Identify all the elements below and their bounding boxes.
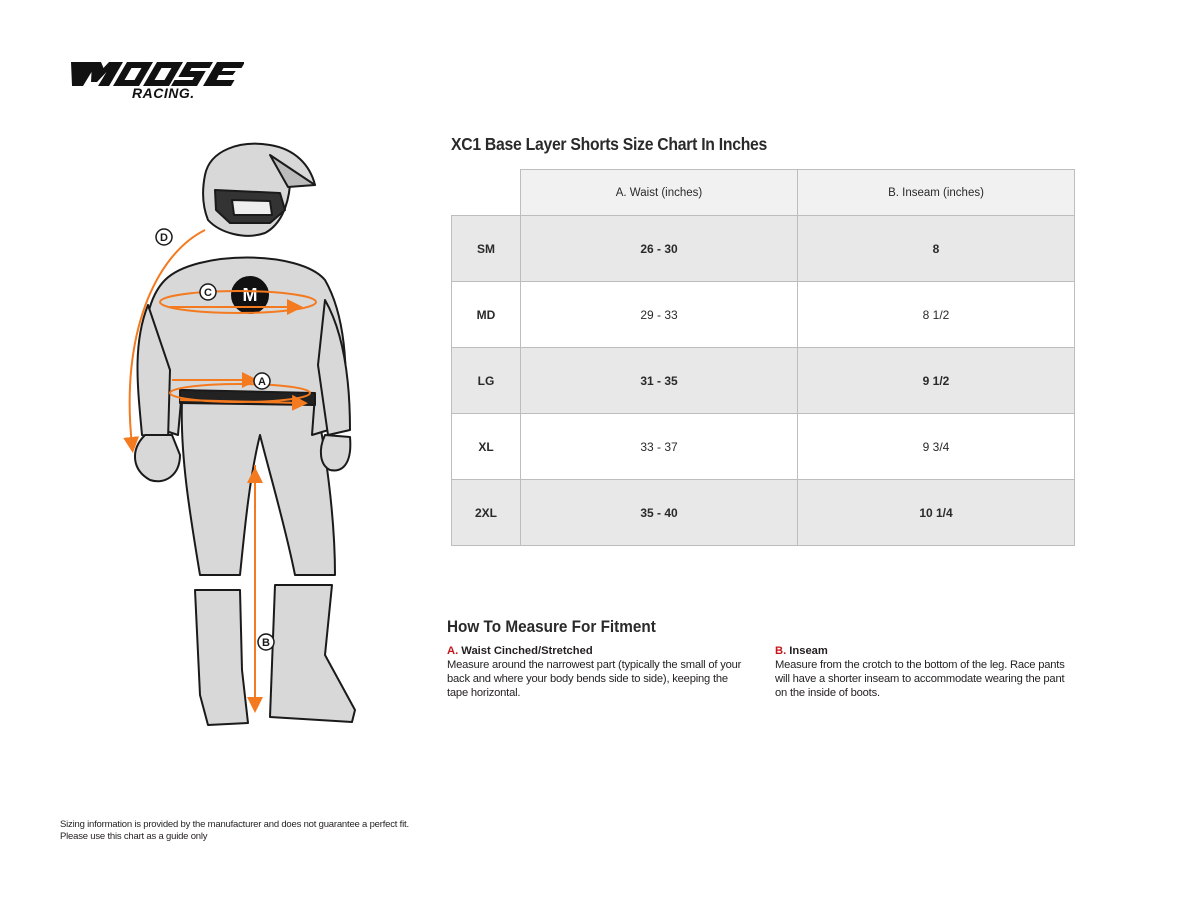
- size-label: LG: [452, 348, 521, 414]
- measure-heading: [775, 644, 1075, 658]
- inseam-value: 8: [798, 216, 1075, 282]
- table-row: [452, 282, 1075, 348]
- measure-section-title: How To Measure For Fitment: [447, 617, 656, 636]
- inseam-value: 8 1/2: [798, 282, 1075, 348]
- inseam-value: 9 3/4: [798, 414, 1075, 480]
- column-header-waist: A. Waist (inches): [521, 170, 798, 216]
- svg-text:RACING.: RACING.: [132, 85, 195, 101]
- table-row: [452, 348, 1075, 414]
- table-row: [452, 480, 1075, 546]
- rider-illustration-icon: [120, 135, 370, 735]
- waist-value: 31 - 35: [521, 348, 798, 414]
- marker-d: D: [160, 232, 168, 244]
- inseam-value: 10 1/4: [798, 480, 1075, 546]
- marker-c: C: [204, 287, 212, 299]
- measure-description: Measure from the crotch to the bottom of the leg. Race pants will have a shorter inseam to accommodate wearing the pant on the inside of boots.: [775, 659, 1065, 699]
- table-row: [452, 216, 1075, 282]
- measure-description: Measure around the narrowest part (typically the small of your back and where your body bends side to side), keeping the tape horizontal.: [447, 659, 742, 699]
- moose-racing-logo-icon: [58, 58, 244, 102]
- waist-value: 26 - 30: [521, 216, 798, 282]
- inseam-value: 9 1/2: [798, 348, 1075, 414]
- measure-letter: A.: [447, 645, 459, 657]
- measure-item-inseam: [775, 644, 1075, 700]
- disclaimer: [60, 819, 409, 843]
- measure-heading: [447, 644, 747, 658]
- svg-text:M: M: [242, 285, 258, 305]
- rider-figure: [120, 135, 370, 735]
- disclaimer-line-1: Sizing information is provided by the manufacturer and does not guarantee a perfect fit.: [60, 819, 409, 830]
- marker-b: B: [262, 637, 270, 649]
- measure-heading-text: Inseam: [789, 645, 828, 657]
- measure-heading-text: Waist Cinched/Stretched: [461, 645, 593, 657]
- size-label: XL: [452, 414, 521, 480]
- waist-value: 35 - 40: [521, 480, 798, 546]
- table-row: [452, 414, 1075, 480]
- waist-value: 33 - 37: [521, 414, 798, 480]
- column-header-inseam: B. Inseam (inches): [798, 170, 1075, 216]
- measure-item-waist: [447, 644, 747, 700]
- size-chart-table: [451, 169, 1075, 546]
- size-label: 2XL: [452, 480, 521, 546]
- marker-a: A: [258, 376, 266, 388]
- table-corner-cell: [452, 170, 521, 216]
- size-label: SM: [452, 216, 521, 282]
- moose-racing-logo: [58, 58, 244, 102]
- size-chart-title: XC1 Base Layer Shorts Size Chart In Inches: [451, 134, 768, 154]
- waist-value: 29 - 33: [521, 282, 798, 348]
- disclaimer-line-2: Please use this chart as a guide only: [60, 831, 208, 842]
- measure-letter: B.: [775, 645, 787, 657]
- size-label: MD: [452, 282, 521, 348]
